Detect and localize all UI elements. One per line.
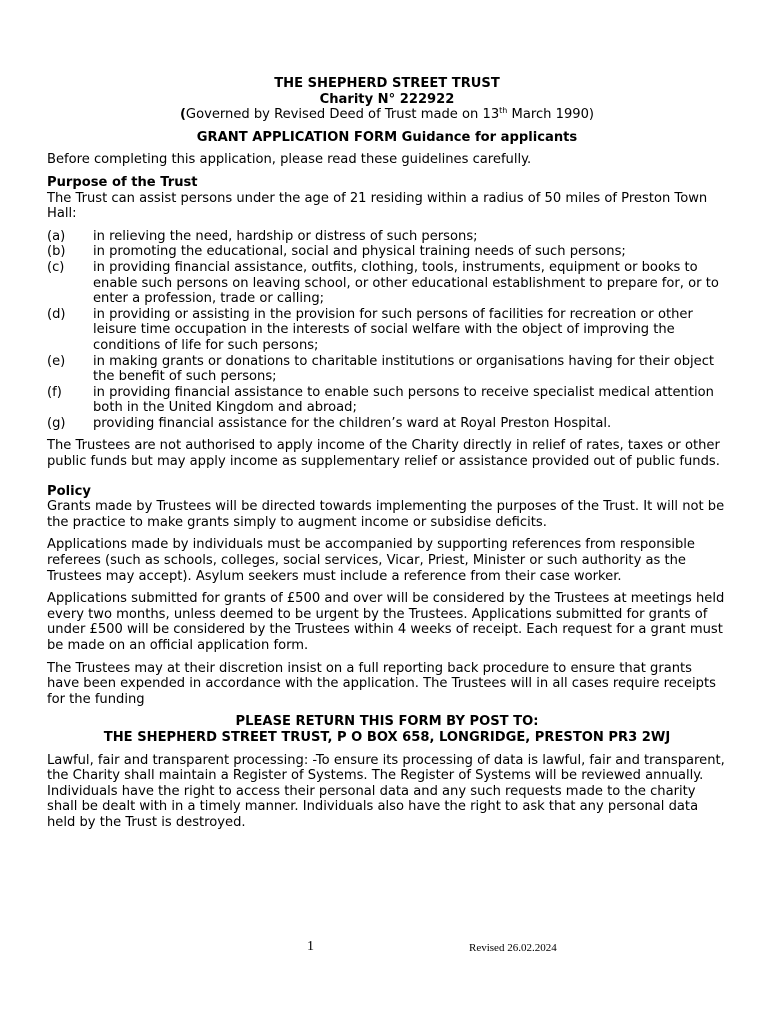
- purpose-list: [47, 229, 727, 432]
- revision-date: Revised 26.02.2024: [469, 942, 557, 954]
- governed-text-a: Governed by Revised Deed of Trust made on 13: [185, 107, 500, 123]
- purpose-item-c: [47, 260, 727, 307]
- purpose-item-g: [47, 416, 727, 432]
- purpose-item-d: [47, 307, 727, 354]
- purpose-item-f: [47, 385, 727, 416]
- purpose-item-label: (b): [47, 244, 66, 260]
- purpose-item-label: (g): [47, 415, 66, 431]
- purpose-item-e: [47, 354, 727, 385]
- governed-open-paren: (: [179, 107, 186, 123]
- document-page: [47, 76, 727, 831]
- purpose-item-text: in providing financial assistance to enable such persons to receive specialist medical attention both in the United Kingdom and abroad;: [93, 384, 714, 416]
- return-instruction: PLEASE RETURN THIS FORM BY POST TO:: [235, 714, 539, 730]
- purpose-item-text: in making grants or donations to charitable institutions or organisations having for their object the benefit of such persons;: [93, 353, 715, 385]
- governed-superscript: th: [499, 106, 508, 116]
- page-footer: [0, 939, 770, 959]
- funds-note: The Trustees are not authorised to apply income of the Charity directly in relief of rates, taxes or other public funds but may apply income as supplementary relief or assistance provided out of public funds.: [47, 438, 720, 470]
- charity-number: Charity N° 222922: [319, 91, 455, 107]
- purpose-item-label: (e): [47, 353, 66, 369]
- policy-paragraph-2: Applications made by individuals must be accompanied by supporting references from responsible referees (such as schools, colleges, social services, Vicar, Priest, Minister or such authority as the Trustees may accept). Asylum seekers must include a reference from their case worker.: [47, 537, 695, 584]
- purpose-item-label: (c): [47, 259, 65, 275]
- purpose-item-text: in providing financial assistance, outfits, clothing, tools, instruments, equipment or books to enable such persons on leaving school, or other educational establishment to prepare for, or to enter a profession, trade or calling;: [93, 259, 719, 307]
- form-title: GRANT APPLICATION FORM Guidance for applicants: [196, 129, 578, 145]
- purpose-item-text: in providing or assisting in the provision for such persons of facilities for recreation or other leisure time occupation in the interests of social welfare with the object of improving the conditions of life for such persons;: [93, 306, 693, 353]
- intro-text: Before completing this application, please read these guidelines carefully.: [47, 152, 532, 168]
- purpose-text: The Trust can assist persons under the age of 21 residing within a radius of 50 miles of Preston Town Hall:: [47, 190, 708, 222]
- policy-paragraph-1: Grants made by Trustees will be directed towards implementing the purposes of the Trust. It will not be the practice to make grants simply to augment income or subsidise deficits.: [47, 499, 725, 530]
- governed-text-b: March 1990): [507, 107, 595, 123]
- purpose-item-text: providing financial assistance for the children’s ward at Royal Preston Hospital.: [93, 415, 612, 431]
- purpose-item-a: [47, 229, 727, 245]
- purpose-item-label: (a): [47, 228, 66, 244]
- purpose-item-text: in relieving the need, hardship or distress of such persons;: [93, 228, 478, 244]
- data-processing-statement: Lawful, fair and transparent processing: -To ensure its processing of data is lawful, fair and transparent, the Charity shall maintain a Register of Systems. The Register of Systems will be reviewed annually. Individuals have the right to access their personal data and any such requests made to the charity shall be dealt with in a timely manner. Individuals also have the right to ask that any personal data held by the Trust is destroyed.: [47, 752, 725, 830]
- purpose-item-text: in promoting the educational, social and physical training needs of such persons;: [93, 244, 626, 260]
- policy-heading: Policy: [47, 483, 91, 499]
- purpose-item-label: (f): [47, 384, 62, 400]
- purpose-heading: Purpose of the Trust: [47, 174, 198, 190]
- policy-paragraph-4: The Trustees may at their discretion insist on a full reporting back procedure to ensure that grants have been expended in accordance with the application. The Trustees will in all cases require receipts for the funding: [47, 660, 716, 707]
- governed-by-line: [47, 107, 727, 123]
- page-number: 1: [307, 939, 314, 954]
- purpose-item-label: (d): [47, 306, 66, 322]
- return-address: THE SHEPHERD STREET TRUST, P O BOX 658, LONGRIDGE, PRESTON PR3 2WJ: [103, 729, 671, 745]
- policy-paragraph-3: Applications submitted for grants of £500 and over will be considered by the Trustees at meetings held every two months, unless deemed to be urgent by the Trustees. Applications submitted for grants of under £500 will be considered by the Trustees within 4 weeks of receipt. Each request for a grant must be made on an official application form.: [47, 591, 725, 653]
- purpose-item-b: [47, 244, 727, 260]
- trust-title: THE SHEPHERD STREET TRUST: [274, 76, 500, 91]
